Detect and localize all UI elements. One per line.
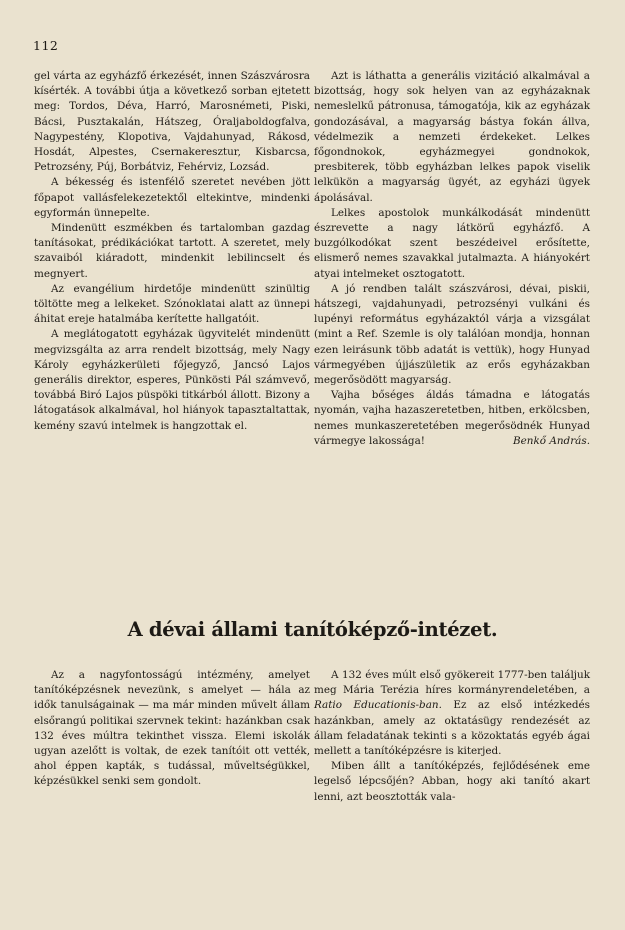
italic-title: Ratio Educationis-ban (314, 699, 439, 712)
paragraph: Az a nagyfontosságú intézmény, amelyet tanítóképzésnek nevezünk, s amelyet — hála az idők tanulságainak — ma már minden művelt állam elsőrangú politikai szervnek tekint: hazánkban csak 132 éves múltra tekinthet vissza. Elemi iskolák ugyan azelőtt is voltak, de ezek tanítóit ott vették, ahol éppen kapták, s tudással, műveltségükkel, képzésükkel senki sem gondolt. (34, 669, 310, 788)
paragraph: gel várta az egyházfő érkezését, innen Szászvárosra kísérték. A további útja a következő sorban ejtetett meg: Tordos, Déva, Harró, Marosnémeti, Piski, Bácsi, Pusztakalán, Hátszeg, Óraljaboldogfalva, Nagypestény, Klopotiva, Vajdahunyad, Rákosd, Hosdát, Alpestes, Csernakeresztur, Kisbarcsa, Petrozsény, Púj, Borbátviz, Fehérviz, Lozsád. (34, 70, 310, 174)
article-column-left (34, 69, 310, 434)
paragraph: A békesség és istenfélő szeretet nevében jött főpapot vallásfelekezetektől eltekintve, mindenki egyformán ünnepelte. (34, 176, 310, 219)
paragraph: Mindenütt eszmékben és tartalomban gazdag tanításokat, prédikációkat tartott. A szeretet, mely szavaiból kiáradott, mindenkit lebilincselt és megnyert. (34, 222, 310, 280)
paragraph-text: . Ez az első intézkedés hazánkban, amely az oktatásügy rendezését az állam feladatának tekinti s a közoktatás egyéb ágai mellett a tanítóképzésre is kiterjed. (314, 699, 590, 758)
page-number: 112 (33, 38, 59, 53)
paragraph: Lelkes apostolok munkálkodását mindenütt észrevette a nagy látkörű egyházfő. A buzgólkodókat szent beszédeivel erősítette, elismerő nemes szavakkal jutalmazta. A hiányokért atyai intelmeket osztogatott. (314, 206, 590, 280)
paragraph: Az evangélium hirdetője mindenütt szinültig töltötte meg a lelkeket. Szónoklatai alatt az ünnepi áhitat ereje hatalmába kerítette hallgatóit. (34, 282, 310, 326)
article-column-right (314, 69, 590, 449)
paragraph: A jó rendben talált szászvárosi, dévai, piskii, hátszegi, vajdahunyadi, petrozsényi vulkáni és lupényi református egyházaktól várja a vizsgálat (mint a Ref. Szemle is oly találóan mondja, honnan ezen leirásunk több adatát is vettük), hogy Hunyad vármegyében újjászületik az erős egyházakban megerősödött magyarság. (314, 282, 590, 387)
section-column-right (314, 668, 590, 805)
paragraph: Miben állt a tanítóképzés, fejlődésének eme legelső lépcsőjén? Abban, hogy aki tanító akart lenni, azt beosztották vala- (314, 760, 590, 803)
author-signature: Benkő András. (513, 434, 590, 447)
paragraph (314, 668, 590, 759)
paragraph (314, 388, 590, 449)
paragraph: A meglátogatott egyházak ügyvitelét mindenütt megvizsgálta az arra rendelt bizottság, mely Nagy Károly egyházkerületi főjegyző, Jancsó Lajos generális direktor, esperes, Pünkösti Pál számvevő, továbbá Biró Lajos püspöki titkárból állott. Bizony a látogatások alkalmával, hol hiányok tapasztaltattak, kemény szavú intelmek is hangzottak el. (34, 328, 310, 432)
paragraph-text: Vajha bőséges áldás támadna e látogatás nyomán, vajha hazaszeretetben, hitben, erkölcsben, nemes munkaszeretetében megerősödnék Hunyad vármegye lakossága! (314, 389, 590, 447)
paragraph: Azt is láthatta a generális vizitáció alkalmával a bizottság, hogy sok helyen van az egyházaknak nemeslelkű pátronusa, támogatója, kik az egyházak gondozásával, a magyarság bástya fokán állva, védelmezik a nemzeti érdekeket. Lelkes főgondnokok, egyházmegyei gondnokok, presbiterek, több egyházban lelkes papok viselik lelkükön a magyarság ügyét, az egyházi ügyek ápolásával. (314, 70, 590, 204)
paragraph-text: A 132 éves múlt első gyökereit 1777-ben találjuk meg Mária Terézia híres kormányrendeletében, a (314, 669, 590, 697)
section-title: A dévai állami tanítóképző-intézet. (127, 618, 498, 641)
section-column-left (34, 668, 310, 790)
